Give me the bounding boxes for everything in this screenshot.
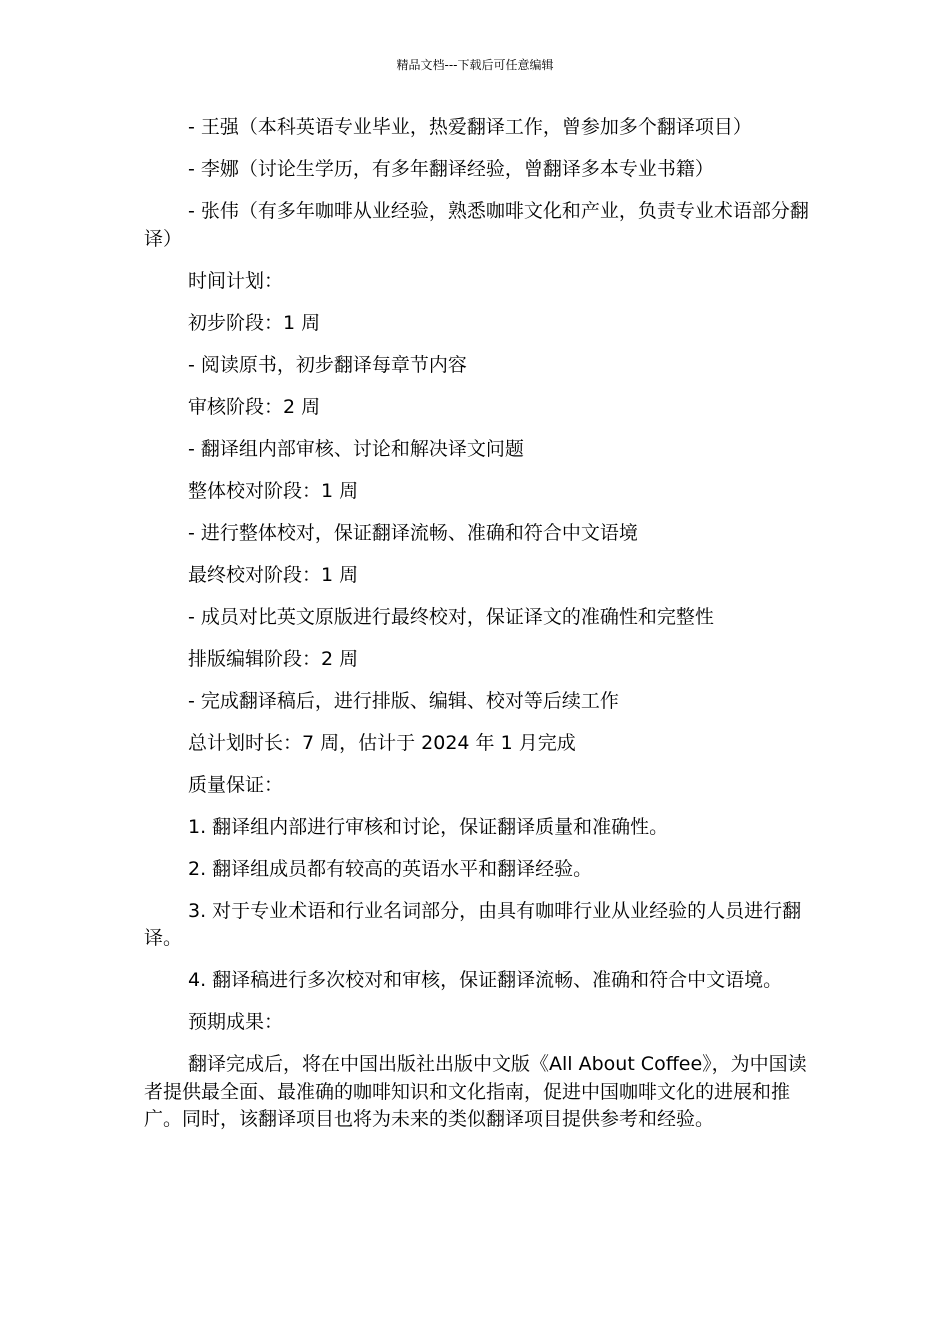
paragraph-phase-initial: 初步阶段：1 周 bbox=[188, 311, 321, 334]
paragraph-quality-1: 1. 翻译组内部进行审核和讨论，保证翻译质量和准确性。 bbox=[188, 815, 669, 838]
page-header: 精品文档---下载后可任意编辑 bbox=[396, 58, 554, 72]
paragraph-total-duration: 总计划时长：7 周，估计于 2024 年 1 月完成 bbox=[188, 731, 576, 754]
paragraph-member-li: - 李娜（讨论生学历，有多年翻译经验，曾翻译多本专业书籍） bbox=[188, 158, 714, 180]
paragraph-phase-final-proof-task: - 成员对比英文原版进行最终校对，保证译文的准确性和完整性 bbox=[188, 605, 714, 628]
paragraph-phase-layout: 排版编辑阶段：2 周 bbox=[188, 647, 359, 670]
paragraph-phase-final-proof: 最终校对阶段：1 周 bbox=[188, 563, 359, 586]
paragraph-member-wang: - 王强（本科英语专业毕业，热爱翻译工作，曾参加多个翻译项目） bbox=[188, 116, 752, 138]
paragraph-expected-results: 翻译完成后，将在中国出版社出版中文版《All About Coffee》，为中国读者提供最全面、最准确的咖啡知识和文化指南，促进中国咖啡文化的进展和推广。同时，该翻译项目也将为未来的类似翻译项目提供参考和经验。 bbox=[144, 1053, 807, 1130]
paragraph-quality-3: 3. 对于专业术语和行业名词部分，由具有咖啡行业从业经验的人员进行翻译。 bbox=[144, 899, 802, 949]
paragraph-phase-review-task: - 翻译组内部审核、讨论和解决译文问题 bbox=[188, 437, 524, 460]
heading-quality: 质量保证： bbox=[188, 773, 284, 796]
paragraph-quality-2: 2. 翻译组成员都有较高的英语水平和翻译经验。 bbox=[188, 857, 593, 880]
paragraph-member-zhang: - 张伟（有多年咖啡从业经验，熟悉咖啡文化和产业，负责专业术语部分翻译） bbox=[144, 200, 809, 250]
paragraph-phase-initial-task: - 阅读原书，初步翻译每章节内容 bbox=[188, 353, 467, 376]
paragraph-phase-review: 审核阶段：2 周 bbox=[188, 395, 321, 418]
paragraph-quality-4: 4. 翻译稿进行多次校对和审核，保证翻译流畅、准确和符合中文语境。 bbox=[188, 969, 783, 991]
paragraph-phase-overall-proof-task: - 进行整体校对，保证翻译流畅、准确和符合中文语境 bbox=[188, 521, 638, 544]
document-body bbox=[144, 114, 810, 1148]
heading-schedule: 时间计划： bbox=[188, 269, 284, 292]
paragraph-phase-overall-proof: 整体校对阶段：1 周 bbox=[188, 479, 359, 502]
heading-expected-results: 预期成果： bbox=[188, 1011, 284, 1033]
paragraph-phase-layout-task: - 完成翻译稿后，进行排版、编辑、校对等后续工作 bbox=[188, 689, 619, 712]
